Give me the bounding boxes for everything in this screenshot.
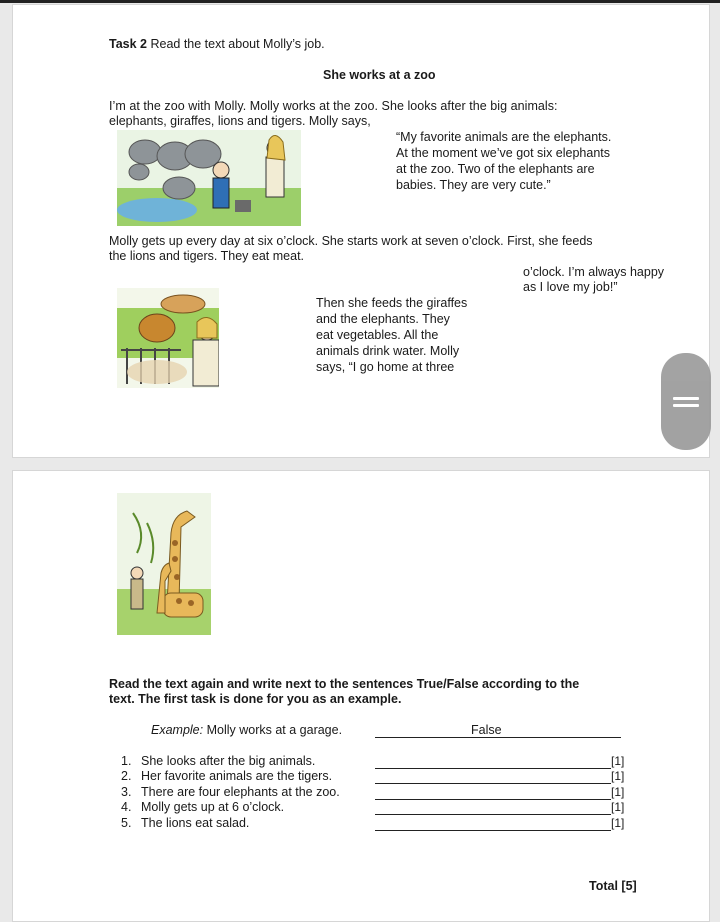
instruction-line2: text. The first task is done for you as an example. xyxy=(109,692,402,706)
item-text-1: She looks after the big animals. xyxy=(141,754,316,768)
answer-line-3[interactable] xyxy=(375,785,611,800)
task-title xyxy=(109,37,325,52)
example-text: Molly works at a garage. xyxy=(203,723,343,737)
item-text-3: There are four elephants at the zoo. xyxy=(141,785,340,799)
quote-line4: babies. They are very cute.” xyxy=(396,178,551,192)
top-edge xyxy=(0,0,720,3)
item-number-4: 4. xyxy=(121,800,132,814)
para2-line1: Molly gets up every day at six o’clock. She starts work at seven o’clock. First, she feeds xyxy=(109,234,593,248)
quote-line2: At the moment we’ve got six elephants xyxy=(396,146,611,160)
right-col-line2: as I love my job!” xyxy=(523,280,618,294)
mark-1: [1] xyxy=(611,754,625,768)
quote-line1: “My favorite animals are the elephants. xyxy=(396,130,612,144)
example-sentence xyxy=(151,723,342,738)
scroll-handle[interactable] xyxy=(661,353,711,450)
document-page-2 xyxy=(12,470,710,922)
mid-col-line2: and the elephants. They xyxy=(316,312,450,326)
mark-4: [1] xyxy=(611,800,625,814)
mark-5: [1] xyxy=(611,816,625,830)
item-number-2: 2. xyxy=(121,769,132,783)
mid-col-line5: says, “I go home at three xyxy=(316,360,455,374)
right-col-line1: o’clock. I’m always happy xyxy=(523,265,665,279)
example-answer: False xyxy=(471,723,502,737)
giraffes-illustration xyxy=(117,493,211,635)
example-label: Example: xyxy=(151,723,204,737)
para2-line2: the lions and tigers. They eat meat. xyxy=(109,249,305,263)
story-heading: She works at a zoo xyxy=(323,68,436,82)
task-instruction: Read the text about Molly’s job. xyxy=(147,37,325,51)
mid-col-line4: animals drink water. Molly xyxy=(316,344,460,358)
para1-line2: elephants, giraffes, lions and tigers. Molly says, xyxy=(109,114,371,128)
elephants-illustration xyxy=(117,130,301,226)
mark-3: [1] xyxy=(611,785,625,799)
answer-line-4[interactable] xyxy=(375,800,611,815)
instruction-line1: Read the text again and write next to the sentences True/False according to the xyxy=(109,677,580,691)
answer-line-2[interactable] xyxy=(375,769,611,784)
item-number-3: 3. xyxy=(121,785,132,799)
document-page-1 xyxy=(12,4,710,458)
answer-line-1[interactable] xyxy=(375,754,611,769)
item-number-5: 5. xyxy=(121,816,132,830)
example-answer-line xyxy=(375,723,621,738)
mid-col-line3: eat vegetables. All the xyxy=(316,328,439,342)
total-score: Total [5] xyxy=(589,879,637,893)
lions-illustration xyxy=(117,288,219,388)
mid-col-line1: Then she feeds the giraffes xyxy=(316,296,468,310)
item-text-5: The lions eat salad. xyxy=(141,816,250,830)
para1-line1: I’m at the zoo with Molly. Molly works at the zoo. She looks after the big animals: xyxy=(109,99,558,113)
item-text-4: Molly gets up at 6 o’clock. xyxy=(141,800,285,814)
item-number-1: 1. xyxy=(121,754,132,768)
task-number: Task 2 xyxy=(109,37,147,51)
item-text-2: Her favorite animals are the tigers. xyxy=(141,769,333,783)
answer-line-5[interactable] xyxy=(375,816,611,831)
scroll-handle-icon xyxy=(673,393,699,411)
mark-2: [1] xyxy=(611,769,625,783)
quote-line3: at the zoo. Two of the elephants are xyxy=(396,162,595,176)
